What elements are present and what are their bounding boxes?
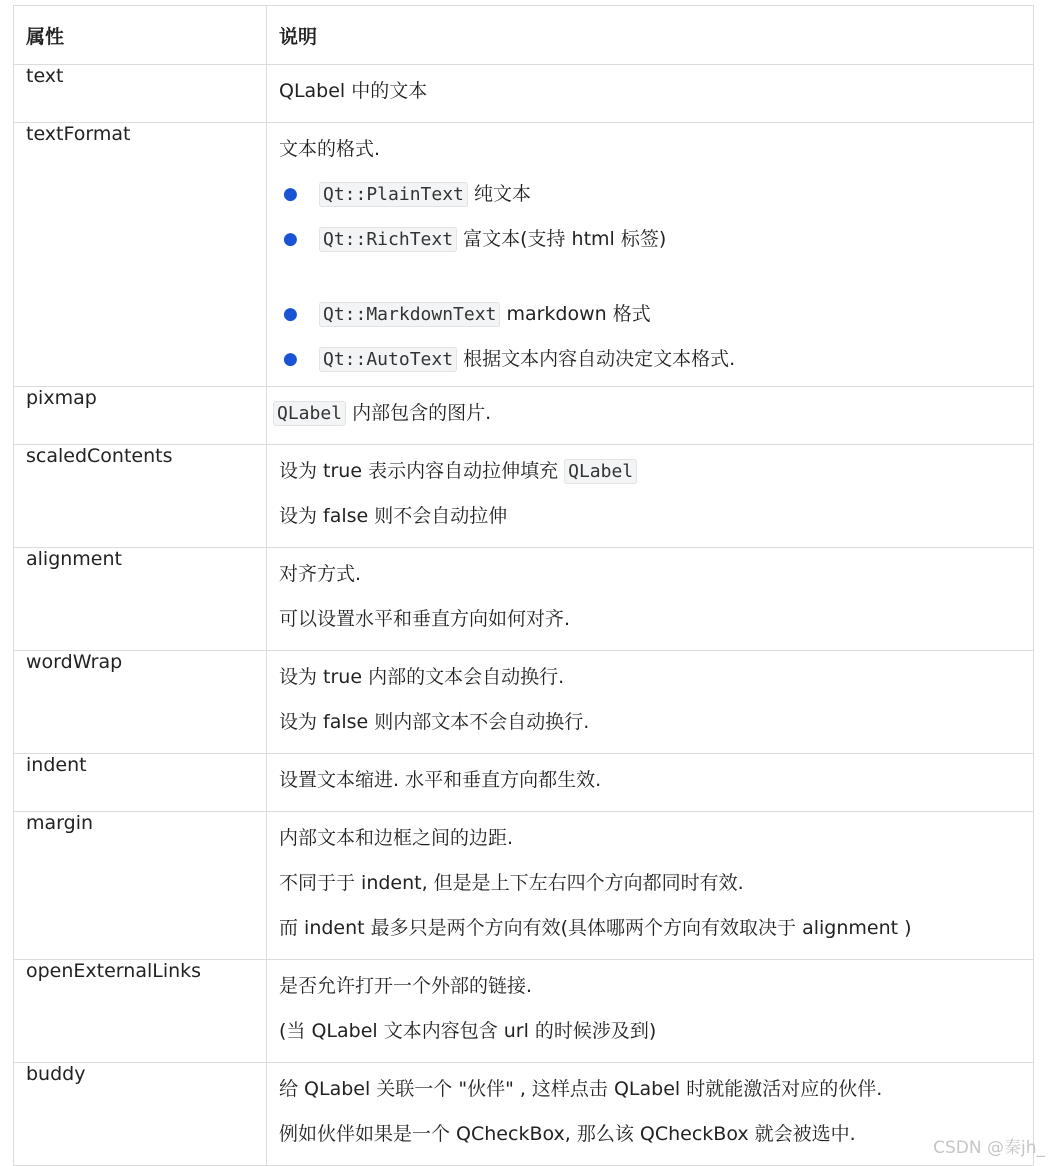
property-name: wordWrap — [14, 651, 267, 754]
property-name: scaledContents — [14, 445, 267, 548]
code-autotext: Qt::AutoText — [319, 347, 457, 372]
property-name: margin — [14, 812, 267, 960]
code-markdowntext: Qt::MarkdownText — [319, 302, 500, 327]
table-row-alignment — [14, 548, 1034, 651]
property-name: alignment — [14, 548, 267, 651]
header-property: 属性 — [14, 6, 267, 65]
list-item — [279, 172, 1021, 217]
description-line: 设置文本缩进. 水平和垂直方向都生效. — [279, 769, 602, 791]
property-name: buddy — [14, 1063, 267, 1166]
property-description — [267, 960, 1034, 1063]
property-description — [267, 548, 1034, 651]
list-item — [279, 337, 1021, 382]
property-description — [267, 387, 1034, 445]
property-description — [267, 1063, 1034, 1166]
table-row-margin — [14, 812, 1034, 960]
description-line: 对齐方式. — [279, 563, 362, 585]
list-item — [279, 217, 1021, 262]
option-text: 根据文本内容自动决定文本格式. — [463, 348, 736, 370]
table-row-wordwrap — [14, 651, 1034, 754]
table-row-textformat — [14, 123, 1034, 387]
description-line: 设为 true 内部的文本会自动换行. — [279, 666, 565, 688]
format-options-list — [279, 172, 1021, 382]
description-line: 文本的格式. — [279, 138, 381, 160]
description-line — [273, 391, 1021, 436]
option-text: markdown 格式 — [506, 303, 651, 325]
property-name: textFormat — [14, 123, 267, 387]
property-description — [267, 123, 1034, 387]
property-description — [267, 65, 1034, 123]
code-plaintext: Qt::PlainText — [319, 182, 468, 207]
option-text: 富文本(支持 html 标签) — [463, 228, 667, 250]
description-text: 设为 true 表示内容自动拉伸填充 — [279, 460, 559, 482]
property-description — [267, 812, 1034, 960]
description-line: QLabel 中的文本 — [279, 80, 428, 102]
table-row-indent — [14, 754, 1034, 812]
table-row-text — [14, 65, 1034, 123]
header-description: 说明 — [267, 6, 1034, 65]
document-area — [13, 5, 1033, 1166]
description-line: 设为 false 则内部文本不会自动换行. — [279, 711, 590, 733]
property-description — [267, 445, 1034, 548]
bullet-dot-icon: ● — [283, 349, 298, 369]
description-line: 不同于于 indent, 但是是上下左右四个方向都同时有效. — [279, 872, 744, 894]
code-qlabel: QLabel — [273, 401, 346, 426]
property-name: indent — [14, 754, 267, 812]
table-row-scaledcontents — [14, 445, 1034, 548]
table-row-buddy — [14, 1063, 1034, 1166]
list-item — [279, 292, 1021, 337]
description-line: 例如伙伴如果是一个 QCheckBox, 那么该 QCheckBox 就会被选中. — [279, 1123, 856, 1145]
property-name: pixmap — [14, 387, 267, 445]
bullet-dot-icon: ● — [283, 229, 298, 249]
property-description — [267, 651, 1034, 754]
properties-table — [13, 5, 1034, 1166]
property-description — [267, 754, 1034, 812]
property-name: openExternalLinks — [14, 960, 267, 1063]
bullet-dot-icon: ● — [283, 304, 298, 324]
csdn-watermark: CSDN @秦jh_ — [933, 1138, 1045, 1158]
option-text: 纯文本 — [473, 183, 531, 205]
table-header-row — [14, 6, 1034, 65]
table-row-pixmap — [14, 387, 1034, 445]
code-qlabel: QLabel — [564, 459, 637, 484]
description-line: 给 QLabel 关联一个 "伙伴" , 这样点击 QLabel 时就能激活对应的伙伴. — [279, 1078, 883, 1100]
code-richtext: Qt::RichText — [319, 227, 457, 252]
description-line — [279, 449, 1021, 494]
table-row-openexternallinks — [14, 960, 1034, 1063]
bullet-dot-icon: ● — [283, 184, 298, 204]
description-line: 而 indent 最多只是两个方向有效(具体哪两个方向有效取决于 alignment ) — [279, 917, 912, 939]
description-text: 内部包含的图片. — [352, 402, 492, 424]
description-line: 可以设置水平和垂直方向如何对齐. — [279, 608, 571, 630]
description-line: 内部文本和边框之间的边距. — [279, 827, 514, 849]
description-line: 是否允许打开一个外部的链接. — [279, 975, 533, 997]
property-name: text — [14, 65, 267, 123]
description-line: 设为 false 则不会自动拉伸 — [279, 505, 508, 527]
description-line: (当 QLabel 文本内容包含 url 的时候涉及到) — [279, 1020, 657, 1042]
